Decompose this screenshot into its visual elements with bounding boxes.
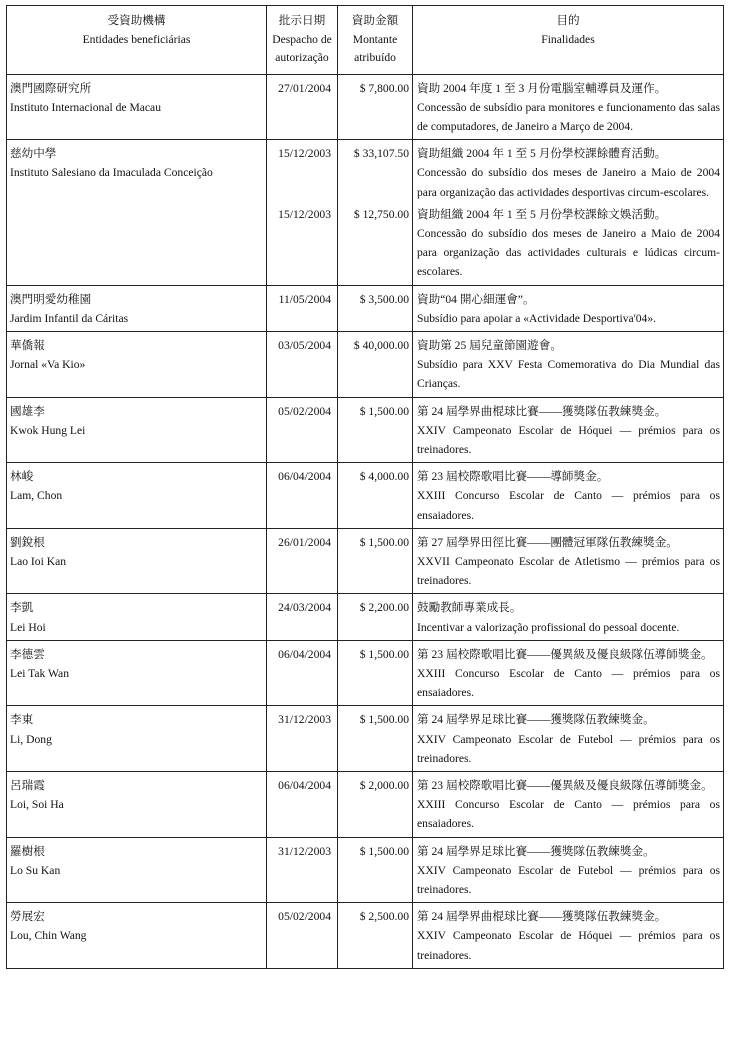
purpose-pt: Incentivar a valorização profissional do pessoal docente. (417, 620, 680, 634)
purpose-zh: 資助組織 2004 年 1 至 5 月份學校課餘文娛活動。 (417, 207, 667, 221)
purpose-zh: 第 24 屆學界曲棍球比賽——獲獎隊伍教練獎金。 (417, 910, 667, 924)
table-row (7, 640, 724, 706)
date-cell: 27/01/2004 (267, 74, 338, 140)
purpose-cell (413, 640, 724, 706)
amount-cell: $ 2,200.00 (338, 594, 413, 640)
table-row (7, 285, 724, 331)
entity-name-zh: 澳門國際研究所 (10, 81, 92, 95)
purpose-zh: 第 27 屆學界田徑比賽——團體冠軍隊伍教練獎金。 (417, 535, 678, 549)
entity-cell (7, 463, 267, 529)
amount-cell: $ 2,500.00 (338, 903, 413, 969)
purpose-zh: 資助第 25 屆兒童節園遊會。 (417, 338, 562, 352)
table-row (7, 528, 724, 594)
purpose-zh: 資助組織 2004 年 1 至 5 月份學校課餘體育活動。 (417, 147, 667, 161)
entity-name-zh: 羅樹根 (10, 844, 45, 858)
purpose-pt: XXVII Campeonato Escolar de Atletismo — prémios para os treinadores. (417, 554, 720, 588)
purpose-cell (413, 140, 724, 205)
purpose-pt: Concessão do subsídio dos meses de Janeiro a Maio de 2004 para organização das actividades culturais e lúdicas circum-escolares. (417, 226, 720, 279)
date-cell: 26/01/2004 (267, 528, 338, 594)
entity-name-zh: 呂瑞霞 (10, 779, 45, 792)
entity-name-pt: Lao Ioi Kan (10, 554, 67, 568)
entity-name-pt: Lam, Chon (10, 489, 63, 503)
purpose-pt: XXIII Concurso Escolar de Canto — prémios para os ensaiadores. (417, 666, 720, 700)
amount-cell: $ 12,750.00 (338, 205, 413, 285)
table-row (7, 397, 724, 463)
amount-cell: $ 1,500.00 (338, 706, 413, 772)
purpose-pt: XXIV Campeonato Escolar de Hóquei — prémios para os treinadores. (417, 423, 720, 456)
date-cell: 06/04/2004 (267, 463, 338, 529)
purpose-cell (413, 706, 724, 772)
entity-cell (7, 594, 267, 640)
entity-name-pt: Instituto Internacional de Macau (10, 100, 161, 114)
purpose-zh: 資助 2004 年度 1 至 3 月份電腦室輔導員及運作。 (417, 81, 667, 95)
date-cell: 15/12/2003 (267, 140, 338, 205)
purpose-cell (413, 463, 724, 529)
purpose-pt: Subsídio para apoiar a «Actividade Desportiva'04». (417, 311, 657, 325)
table-row (7, 837, 724, 903)
purpose-cell (413, 205, 724, 285)
date-cell: 24/03/2004 (267, 594, 338, 640)
date-cell: 06/04/2004 (267, 772, 338, 838)
entity-cell (7, 903, 267, 969)
entity-cell (7, 706, 267, 772)
entity-cell (7, 772, 267, 838)
table-row (7, 463, 724, 529)
entity-cell (7, 285, 267, 331)
amount-cell: $ 40,000.00 (338, 331, 413, 397)
amount-cell: $ 1,500.00 (338, 640, 413, 706)
purpose-pt: XXIII Concurso Escolar de Canto — prémios para os ensaiadores. (417, 489, 720, 522)
entity-cell (7, 397, 267, 463)
purpose-cell (413, 837, 724, 903)
table-row (7, 74, 724, 140)
purpose-zh: 第 23 屆校際歌唱比賽——優異級及優良級隊伍導師獎金。 (417, 647, 713, 661)
table-row (7, 706, 724, 772)
header-purpose: 目的 Finalidades (413, 6, 724, 75)
purpose-zh: 第 24 屆學界曲棍球比賽——獲獎隊伍教練獎金。 (417, 404, 667, 418)
amount-cell: $ 1,500.00 (338, 837, 413, 903)
date-cell: 05/02/2004 (267, 903, 338, 969)
entity-name-pt: Lou, Chin Wang (10, 929, 87, 943)
entity-name-zh: 國雄李 (10, 404, 45, 418)
purpose-cell (413, 331, 724, 397)
purpose-pt: XXIV Campeonato Escolar de Futebol — prémios para os treinadores. (417, 863, 720, 897)
purpose-cell (413, 74, 724, 140)
entity-name-zh: 李德雲 (10, 647, 45, 661)
entity-name-pt: Kwok Hung Lei (10, 423, 86, 437)
entity-name-zh: 慈幼中學 (10, 147, 57, 161)
date-cell: 06/04/2004 (267, 640, 338, 706)
purpose-cell (413, 285, 724, 331)
entity-name-pt: Lei Hoi (10, 620, 46, 634)
amount-cell: $ 2,000.00 (338, 772, 413, 838)
entity-name-zh: 林峻 (10, 470, 34, 484)
date-cell: 11/05/2004 (267, 285, 338, 331)
purpose-cell (413, 594, 724, 640)
date-cell: 31/12/2003 (267, 837, 338, 903)
purpose-cell (413, 528, 724, 594)
entity-name-pt: Instituto Salesiano da Imaculada Conceição (10, 166, 213, 180)
header-entity: 受資助機構 Entidades beneficiárias (7, 6, 267, 75)
entity-name-pt: Lo Su Kan (10, 863, 61, 877)
entity-name-zh: 李凱 (10, 601, 34, 615)
purpose-pt: Concessão do subsídio dos meses de Janeiro a Maio de 2004 para organização das actividades desportivas circum-escolares. (417, 166, 720, 199)
entity-cell (7, 528, 267, 594)
entity-name-zh: 李東 (10, 713, 34, 727)
subsidy-table (6, 5, 724, 969)
entity-name-zh: 華僑報 (10, 338, 45, 352)
table-row (7, 331, 724, 397)
purpose-zh: 資助“04 開心細運會”。 (417, 292, 535, 306)
purpose-cell (413, 903, 724, 969)
table-row (7, 140, 724, 205)
table-row (7, 903, 724, 969)
entity-name-zh: 劉銳根 (10, 535, 45, 549)
amount-cell: $ 1,500.00 (338, 528, 413, 594)
purpose-pt: XXIII Concurso Escolar de Canto — prémios para os ensaiadores. (417, 798, 720, 831)
amount-cell: $ 7,800.00 (338, 74, 413, 140)
purpose-pt: Concessão de subsídio para monitores e funcionamento das salas de computadores, de Janeiro a Março de 2004. (417, 100, 720, 133)
table-body (7, 74, 724, 968)
entity-name-pt: Li, Dong (10, 732, 52, 746)
purpose-zh: 第 24 屆學界足球比賽——獲獎隊伍教練獎金。 (417, 844, 655, 858)
purpose-zh: 鼓勵教師專業成長。 (417, 601, 522, 615)
purpose-pt: Subsídio para XXV Festa Comemorativa do Dia Mundial das Crianças. (417, 358, 720, 391)
date-cell: 31/12/2003 (267, 706, 338, 772)
entity-name-pt: Jornal «Va Kio» (10, 358, 86, 372)
amount-cell: $ 4,000.00 (338, 463, 413, 529)
purpose-cell (413, 772, 724, 838)
date-cell: 03/05/2004 (267, 331, 338, 397)
entity-name-pt: Jardim Infantil da Cáritas (10, 311, 129, 325)
entity-cell (7, 74, 267, 140)
header-date: 批示日期 Despacho de autorização (267, 6, 338, 75)
entity-cell (7, 331, 267, 397)
purpose-pt: XXIV Campeonato Escolar de Futebol — prémios para os treinadores. (417, 732, 720, 765)
purpose-zh: 第 23 屆校際歌唱比賽——導師獎金。 (417, 470, 609, 484)
amount-cell: $ 3,500.00 (338, 285, 413, 331)
purpose-cell (413, 397, 724, 463)
purpose-pt: XXIV Campeonato Escolar de Hóquei — prémios para os treinadores. (417, 929, 720, 962)
date-cell: 15/12/2003 (267, 205, 338, 285)
entity-name-pt: Loi, Soi Ha (10, 798, 64, 812)
amount-cell: $ 1,500.00 (338, 397, 413, 463)
entity-cell (7, 640, 267, 706)
header-amount: 資助金額 Montante atribuído (338, 6, 413, 75)
table-header (7, 6, 724, 75)
table-row (7, 594, 724, 640)
entity-name-zh: 勞展宏 (10, 910, 45, 924)
entity-cell (7, 837, 267, 903)
entity-name-pt: Lei Tak Wan (10, 666, 69, 680)
table-row (7, 772, 724, 838)
purpose-zh: 第 23 屆校際歌唱比賽——優異級及優良級隊伍導師獎金。 (417, 779, 713, 792)
amount-cell: $ 33,107.50 (338, 140, 413, 205)
date-cell: 05/02/2004 (267, 397, 338, 463)
purpose-zh: 第 24 屆學界足球比賽——獲獎隊伍教練獎金。 (417, 713, 655, 727)
entity-name-zh: 澳門明愛幼稚園 (10, 292, 92, 306)
entity-cell (7, 140, 267, 285)
